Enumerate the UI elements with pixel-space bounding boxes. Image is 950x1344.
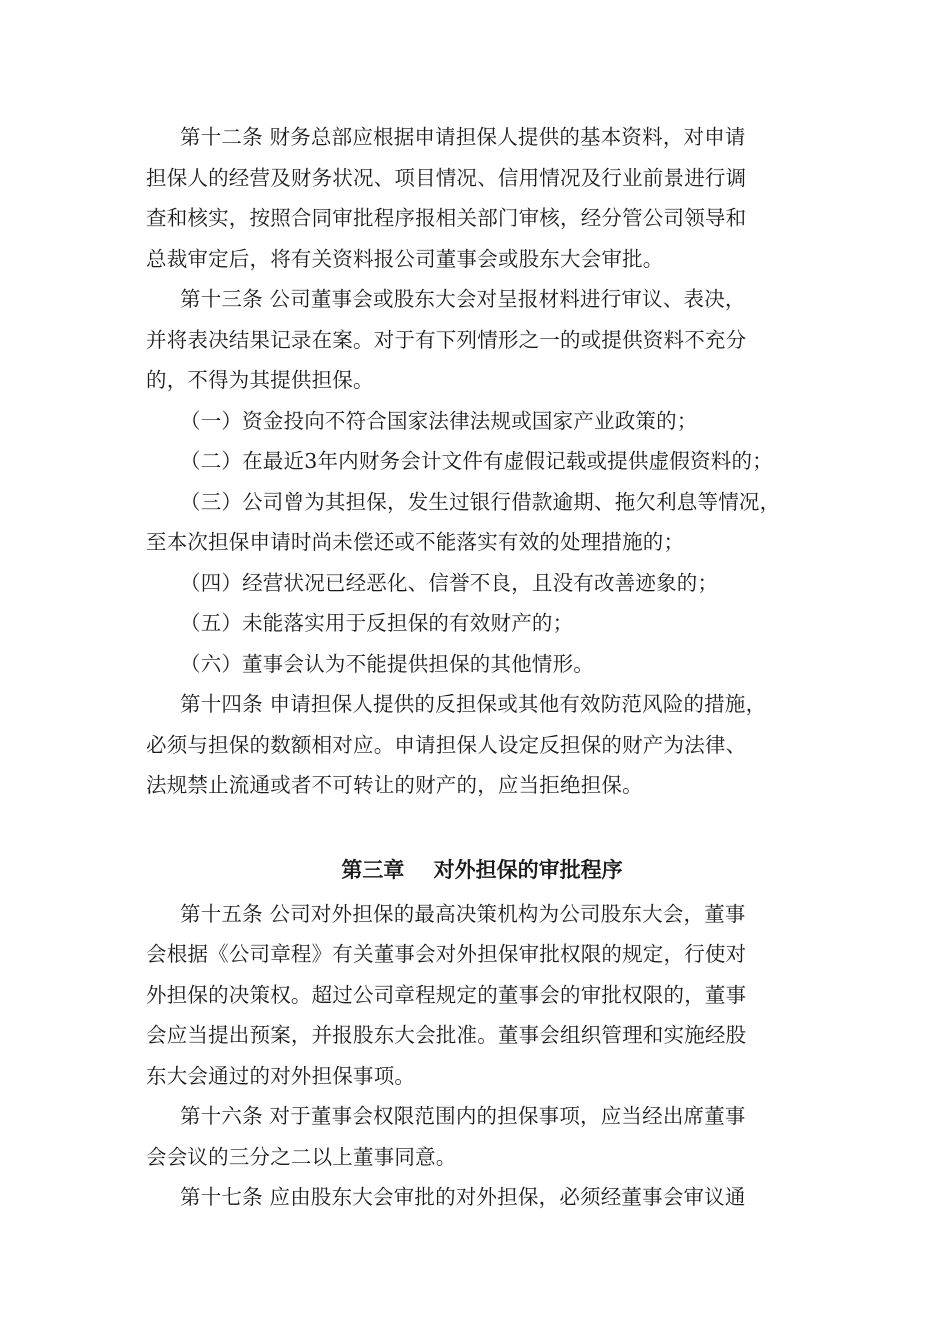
article-16	[146, 1096, 818, 1177]
article-17	[146, 1177, 818, 1218]
text-line: 法规禁止流通或者不可转让的财产的，应当拒绝担保。	[146, 773, 643, 797]
text-line: 外担保的决策权。超过公司章程规定的董事会的审批权限的，董事	[146, 982, 747, 1007]
list-item: （五）未能落实用于反担保的有效财产的；	[180, 611, 574, 635]
text-line: 第十六条 对于董事会权限范围内的担保事项，应当经出席董事	[180, 1104, 746, 1128]
text-line: 的，不得为其提供担保。	[146, 368, 374, 392]
document-body	[146, 117, 818, 1218]
list-item: （一）资金投向不符合国家法律法规或国家产业政策的；	[180, 408, 698, 433]
text-line: 会会议的三分之二以上董事同意。	[146, 1144, 457, 1169]
list-item: （六）董事会认为不能提供担保的其他情形。	[180, 651, 594, 676]
text-line: 东大会通过的对外担保事项。	[146, 1063, 416, 1088]
text-line: 第十三条 公司董事会或股东大会对呈报材料进行审议、表决，	[180, 287, 746, 311]
text-line: 必须与担保的数额相对应。申请担保人设定反担保的财产为法律、	[146, 732, 747, 757]
article-14	[146, 684, 818, 806]
article-12	[146, 117, 818, 279]
text-line: 查和核实，按照合同审批程序报相关部门审核，经分管公司领导和	[146, 206, 747, 230]
text-line: 第十七条 应由股东大会审批的对外担保，必须经董事会审议通	[180, 1185, 746, 1209]
article-13-conditions-list	[146, 401, 818, 685]
article-15	[146, 894, 818, 1097]
text-line: 担保人的经营及财务状况、项目情况、信用情况及行业前景进行调	[146, 165, 747, 190]
section-spacer	[146, 806, 818, 846]
article-13	[146, 279, 818, 401]
text-line: 并将表决结果记录在案。对于有下列情形之一的或提供资料不充分	[146, 327, 747, 352]
text-line: 第十五条 公司对外担保的最高决策机构为公司股东大会，董事	[180, 901, 746, 926]
list-item-continuation: 至本次担保申请时尚未偿还或不能落实有效的处理措施的；	[146, 530, 685, 554]
text-line: 第十四条 申请担保人提供的反担保或其他有效防范风险的措施，	[180, 692, 767, 716]
text-line: 总裁审定后，将有关资料报公司董事会或股东大会审批。	[146, 246, 664, 271]
list-item: （四）经营状况已经恶化、信誉不良，且没有改善迹象的；	[180, 570, 719, 595]
list-item: （二）在最近3年内财务会计文件有虚假记载或提供虚假资料的；	[180, 449, 773, 473]
chapter-title: 第三章 对外担保的审批程序	[341, 857, 623, 882]
text-line: 第十二条 财务总部应根据申请担保人提供的基本资料，对申请	[180, 125, 746, 149]
list-item: （三）公司曾为其担保，发生过银行借款逾期、拖欠利息等情况，	[180, 489, 781, 514]
text-line: 会根据《公司章程》有关董事会对外担保审批权限的规定，行使对	[146, 942, 747, 966]
text-line: 会应当提出预案，并报股东大会批准。董事会组织管理和实施经股	[146, 1023, 747, 1047]
